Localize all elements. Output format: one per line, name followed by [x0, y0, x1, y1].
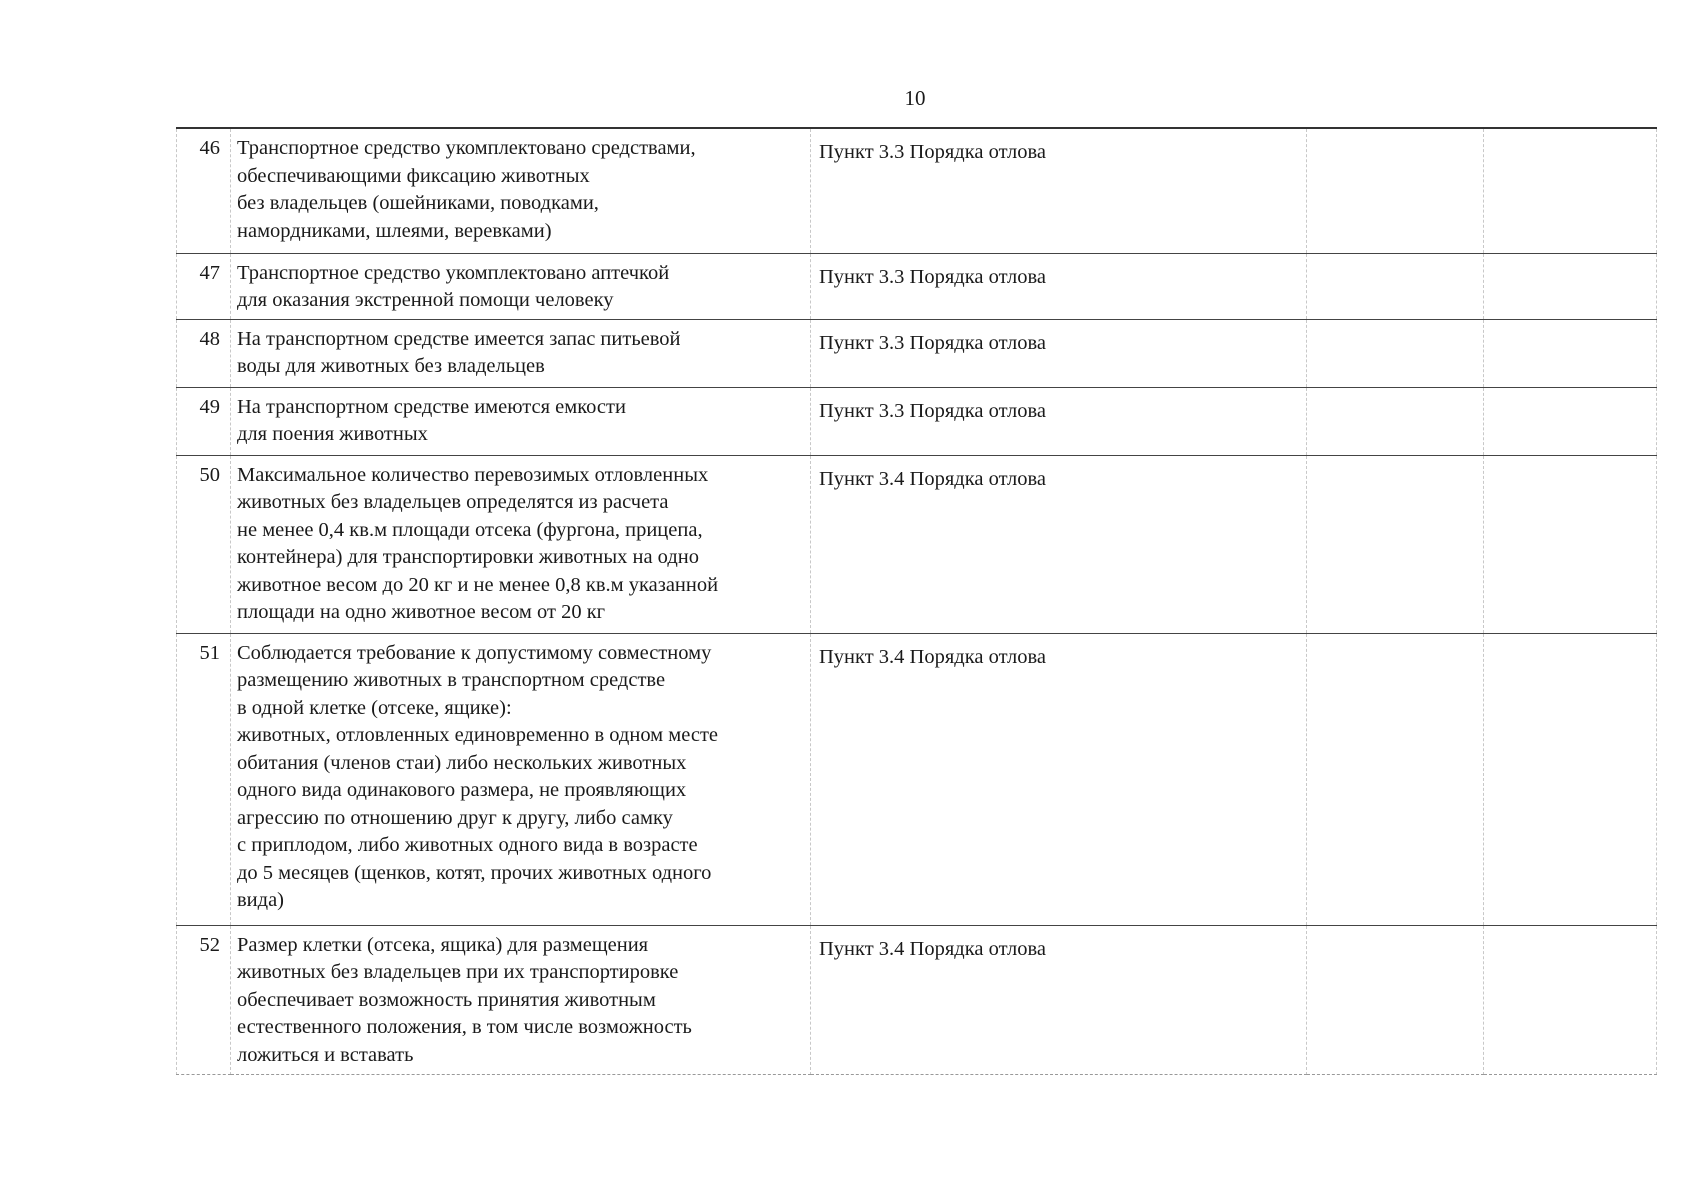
note-cell — [1484, 253, 1657, 319]
row-number: 46 — [177, 128, 231, 253]
requirement-text: Размер клетки (отсека, ящика) для размещения животных без владельцев при их транспортировке обеспечивает возможность принятия животным естественного положения, в том числе возможность ложиться и вставать — [231, 925, 811, 1074]
requirement-text: Транспортное средство укомплектовано средствами, обеспечивающими фиксацию животных без владельцев (ошейниками, поводками, намордниками, шлеями, веревками) — [231, 128, 811, 253]
answer-cell — [1307, 387, 1484, 455]
answer-cell — [1307, 925, 1484, 1074]
answer-cell — [1307, 455, 1484, 633]
row-number: 51 — [177, 633, 231, 925]
table-row — [177, 253, 1657, 319]
table-row — [177, 633, 1657, 925]
answer-cell — [1307, 319, 1484, 387]
legal-reference: Пункт 3.3 Порядка отлова — [811, 128, 1307, 253]
legal-reference: Пункт 3.3 Порядка отлова — [811, 387, 1307, 455]
answer-cell — [1307, 253, 1484, 319]
checklist-table — [176, 127, 1657, 1075]
note-cell — [1484, 128, 1657, 253]
requirement-text: Транспортное средство укомплектовано аптечкой для оказания экстренной помощи человеку — [231, 253, 811, 319]
row-number: 47 — [177, 253, 231, 319]
row-number: 48 — [177, 319, 231, 387]
note-cell — [1484, 925, 1657, 1074]
page-number: 10 — [904, 86, 926, 110]
table-row — [177, 925, 1657, 1074]
requirement-text: Соблюдается требование к допустимому совместному размещению животных в транспортном средстве в одной клетке (отсеке, ящике): животных, отловленных единовременно в одном месте обитания (членов стаи) либо нескольких животных одного вида одинакового размера, не проявляющих агрессию по отношению друг к другу, либо самку с приплодом, либо животных одного вида в возрасте до 5 месяцев (щенков, котят, прочих животных одного вида) — [231, 633, 811, 925]
legal-reference: Пункт 3.4 Порядка отлова — [811, 925, 1307, 1074]
legal-reference: Пункт 3.3 Порядка отлова — [811, 253, 1307, 319]
legal-reference: Пункт 3.4 Порядка отлова — [811, 455, 1307, 633]
legal-reference: Пункт 3.3 Порядка отлова — [811, 319, 1307, 387]
row-number: 49 — [177, 387, 231, 455]
requirement-text: На транспортном средстве имеются емкости для поения животных — [231, 387, 811, 455]
requirement-text: Максимальное количество перевозимых отловленных животных без владельцев определятся из расчета не менее 0,4 кв.м площади отсека (фургона, прицепа, контейнера) для транспортировки животных на одно животное весом до 20 кг и не менее 0,8 кв.м указанной площади на одно животное весом от 20 кг — [231, 455, 811, 633]
table-row — [177, 319, 1657, 387]
requirement-text: На транспортном средстве имеется запас питьевой воды для животных без владельцев — [231, 319, 811, 387]
table-row — [177, 387, 1657, 455]
legal-reference: Пункт 3.4 Порядка отлова — [811, 633, 1307, 925]
answer-cell — [1307, 128, 1484, 253]
note-cell — [1484, 455, 1657, 633]
row-number: 50 — [177, 455, 231, 633]
row-number: 52 — [177, 925, 231, 1074]
table-row — [177, 128, 1657, 253]
answer-cell — [1307, 633, 1484, 925]
note-cell — [1484, 633, 1657, 925]
table-row — [177, 455, 1657, 633]
note-cell — [1484, 319, 1657, 387]
note-cell — [1484, 387, 1657, 455]
